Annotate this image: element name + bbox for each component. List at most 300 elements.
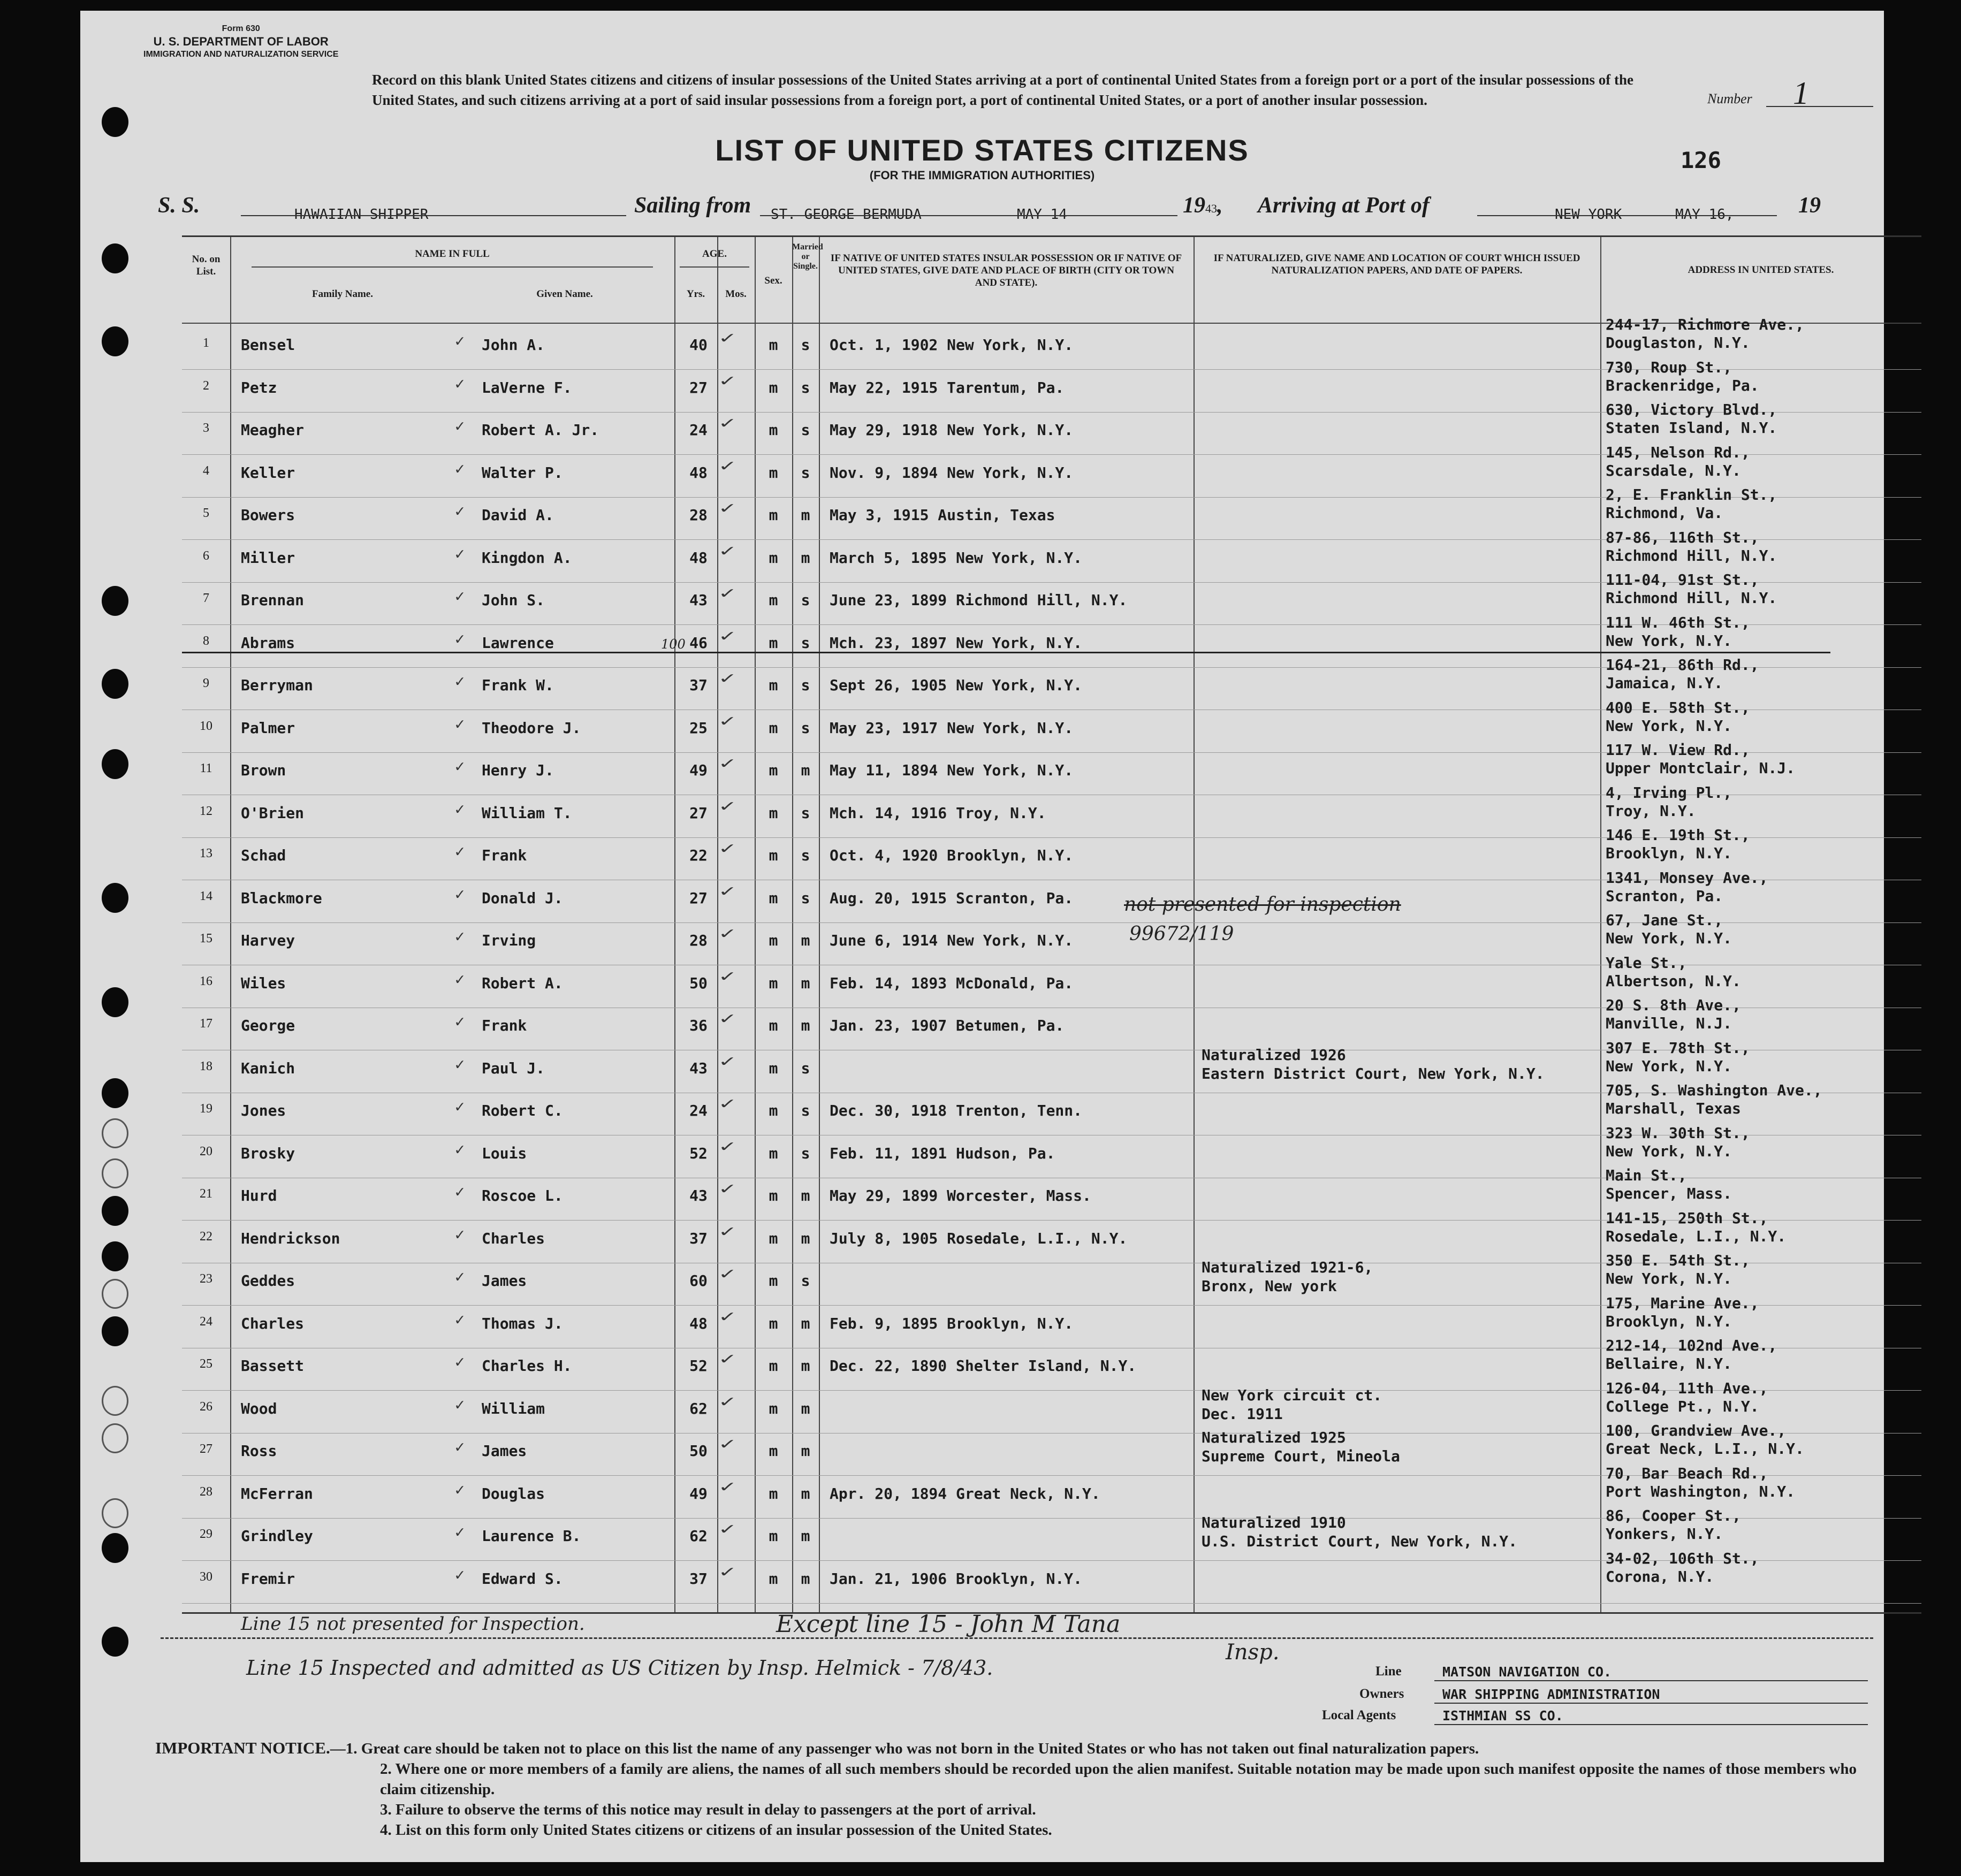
row-age: 60: [689, 1272, 708, 1290]
page-title: LIST OF UNITED STATES CITIZENS: [715, 133, 1249, 167]
row-family: Berryman: [241, 676, 313, 694]
row-sex: m: [769, 378, 778, 396]
check-mark: ✓: [455, 1225, 465, 1244]
agents-value: ISTHMIAN SS CO.: [1442, 1708, 1563, 1724]
row-age: 48: [689, 1314, 708, 1332]
row-no: 24: [200, 1314, 212, 1329]
row-given: Frank W.: [482, 676, 554, 694]
row-no: 17: [200, 1017, 212, 1031]
footer-insp: Insp.: [1226, 1640, 1280, 1665]
col-header-age: AGE.: [702, 248, 727, 260]
check-mark: ✓: [719, 456, 735, 475]
row-ms: m: [801, 1357, 810, 1375]
binder-hole: [102, 1498, 128, 1528]
row-family: Bowers: [241, 506, 295, 524]
row-sex: m: [769, 421, 778, 439]
row-addr1: 141-15, 250th St.,: [1606, 1209, 1768, 1227]
row-age: 52: [689, 1144, 708, 1162]
row-family: Geddes: [241, 1272, 295, 1290]
row-sex: m: [769, 548, 778, 567]
row-addr1: 323 W. 30th St.,: [1606, 1124, 1750, 1142]
row-given: John S.: [482, 591, 545, 609]
row-age: 43: [689, 1187, 708, 1204]
check-mark: ✓: [455, 1055, 465, 1074]
row-ms: m: [801, 548, 810, 567]
row-addr1: 630, Victory Blvd.,: [1606, 401, 1777, 418]
row-birth: May 23, 1917 New York, N.Y.: [830, 719, 1074, 737]
row-age: 50: [689, 1442, 708, 1460]
row-addr1: 307 E. 78th St.,: [1606, 1039, 1750, 1057]
row-given: James: [482, 1272, 527, 1290]
check-mark: ✓: [719, 414, 735, 432]
row-birth: Oct. 1, 1902 New York, N.Y.: [830, 336, 1074, 354]
row-addr1: 4, Irving Pl.,: [1606, 783, 1732, 802]
row-addr1: 20 S. 8th Ave.,: [1606, 996, 1741, 1014]
binder-hole: [102, 1533, 128, 1563]
row-sex: m: [769, 634, 778, 652]
sheet-number: 126: [1681, 147, 1721, 173]
tear-line: [161, 1637, 1873, 1639]
row-family: Fremir: [241, 1569, 295, 1588]
check-mark: ✓: [455, 1268, 465, 1286]
row-birth: March 5, 1895 New York, N.Y.: [830, 548, 1083, 567]
owners-label: Owners: [1359, 1687, 1404, 1701]
row-no: 3: [203, 421, 209, 435]
row-family: Grindley: [241, 1527, 313, 1545]
check-mark: ✓: [455, 502, 465, 521]
row-given: Thomas J.: [482, 1314, 563, 1332]
row-birth: May 3, 1915 Austin, Texas: [830, 506, 1055, 524]
binder-hole: [102, 987, 128, 1017]
row-family: Bensel: [241, 336, 295, 354]
check-mark: ✓: [719, 711, 735, 730]
row-birth: Dec. 30, 1918 Trenton, Tenn.: [830, 1102, 1083, 1119]
binder-hole: [102, 1423, 128, 1453]
row-sex: m: [769, 463, 778, 482]
check-mark: ✓: [455, 417, 465, 436]
row-no: 27: [200, 1442, 212, 1456]
row-age: 37: [689, 1569, 708, 1588]
check-mark: ✓: [719, 499, 735, 517]
col-header-married: Married or Single.: [792, 242, 823, 271]
row-no: 12: [200, 804, 212, 818]
sail-date: MAY 14: [1017, 207, 1067, 223]
binder-hole: [102, 1386, 128, 1416]
row-age: 28: [689, 932, 708, 949]
row-given: Paul J.: [482, 1059, 545, 1077]
notice-item-2: 2. Where one or more members of a family are aliens, the names of all such members should be recorded upon the alien manifest. Suitable notation may be made upon such manifest opposite the names of those members who claim citizenship.: [380, 1760, 1857, 1798]
row-birth: May 29, 1899 Worcester, Mass.: [830, 1187, 1091, 1204]
row-addr1: 730, Roup St.,: [1606, 358, 1732, 376]
check-mark: ✓: [719, 1179, 735, 1198]
row-addr2: College Pt., N.Y.: [1606, 1397, 1759, 1415]
row-family: Jones: [241, 1102, 286, 1119]
col-header-name: NAME IN FULL: [415, 248, 490, 260]
row-sex: m: [769, 1017, 778, 1034]
service-name: IMMIGRATION AND NATURALIZATION SERVICE: [143, 50, 339, 59]
row-family: Bassett: [241, 1357, 305, 1375]
row-sex: m: [769, 1357, 778, 1375]
row-age: 40: [689, 336, 708, 354]
binder-hole: [102, 669, 128, 699]
row-ms: s: [801, 1272, 810, 1290]
row-sex: m: [769, 1527, 778, 1545]
row-sex: m: [769, 1484, 778, 1503]
arrive-year: 19: [1798, 193, 1821, 218]
check-mark: ✓: [455, 587, 465, 606]
check-mark: ✓: [719, 669, 735, 688]
row-family: Miller: [241, 548, 295, 567]
row-no: 25: [200, 1357, 212, 1371]
row-addr2: Richmond Hill, N.Y.: [1606, 546, 1777, 565]
row-addr1: Yale St.,: [1606, 954, 1687, 972]
row-addr2: Great Neck, L.I., N.Y.: [1606, 1440, 1804, 1458]
binder-hole: [102, 1158, 128, 1188]
row-no: 21: [200, 1187, 212, 1201]
row-age: 36: [689, 1017, 708, 1034]
check-mark: ✓: [719, 1520, 735, 1538]
page-subtitle: (FOR THE IMMIGRATION AUTHORITIES): [869, 169, 1095, 182]
col-header-naturalized: IF NATURALIZED, GIVE NAME AND LOCATION OF COURT WHICH ISSUED NATURALIZATION PAPERS, AND DATE OF PAPERS.: [1213, 253, 1580, 276]
row-addr2: Scranton, Pa.: [1606, 887, 1723, 905]
row-age: 37: [689, 1229, 708, 1247]
row-birth: Mch. 14, 1916 Troy, N.Y.: [830, 804, 1046, 822]
row-family: Charles: [241, 1314, 305, 1332]
row-addr2: New York, N.Y.: [1606, 1142, 1732, 1160]
row-family: Hurd: [241, 1187, 277, 1204]
row-addr2: Corona, N.Y.: [1606, 1567, 1714, 1585]
arrive-port: NEW YORK: [1555, 207, 1622, 223]
row-sex: m: [769, 847, 778, 864]
row-ms: s: [801, 1059, 810, 1077]
row-no: 5: [203, 506, 209, 520]
row-given: David A.: [482, 506, 554, 524]
row-ms: s: [801, 591, 810, 609]
row-family: Meagher: [241, 421, 305, 439]
row-addr1: 67, Jane St.,: [1606, 911, 1723, 929]
check-mark: ✓: [455, 374, 465, 393]
row-age: 43: [689, 1059, 708, 1077]
manifest-paper: Form 630 U. S. DEPARTMENT OF LABOR IMMIGRATION AND NATURALIZATION SERVICE Record on this blank United States citizens and citizens of insular possessions of the United States arriving at a port of continental United States from a foreign port or a port of the insular possessions of the United States, and such citizens arriving at a port of said insular possessions from a foreign port, a port of continental United States, or a port of another insular possession. Number 1 LIST OF UNITED STATES CITIZENS (FOR THE IMMIGRATION AUTHORITIES) 126 S. S. HAWAIIAN SHIPPER Sailing from ST. GEORGE BERMUDA MAY 14 1943, Arriving at Port of NEW YORK MAY 16, 19 No. on List. NAME IN FULL Family Name. Given Name. AGE. Yrs. Mos. Sex. Married or Single. IF NATIVE OF UNITED STATES INSULAR POSSESSION OR IF NATIVE OF UNITED STATES, GIVE DATE AND PLACE OF BIRTH (CITY OR TOWN AND STATE). IF NATURALIZED, GIVE NAME AND LOCATION OF COURT WHICH ISSUED NATURALIZATION PAPERS, AND DATE OF PAPERS. ADDRESS IN UNITED STATES. 1 Bensel John A. 40 m s Oct. 1, 1902 New York, N.Y. 244-17, Richmore Ave., Douglaston, N.Y. ✓ ✓ 2 Petz LaVerne F. 27 m s May 22, 1915 Tarentum, Pa. 730, Roup St., Brackenridge, Pa. ✓ ✓ 3 Meagher Robert A. Jr. 24 m s May 29, 1918 New York, N.Y. 630, Victory Blvd., Staten Island, N.Y. ✓ ✓ 4 Keller Walter P. 48 m s Nov. 9, 1894 New York, N.Y. 145, Nelson Rd., Scarsdale, N.Y. ✓ ✓ 5 Bowers David A. 28 m m May 3, 1915 Austin, Texas 2, E. Franklin St., Richmond, Va. ✓ ✓ 6 Miller Kingdon A. 48 m m March 5, 1895 New York, N.Y. 87-86, 116th St., Richmond Hill, N.Y. ✓ ✓ 7 Brennan John S. 43 m s June 23, 1899 Richmond Hill, N.Y. 111-04, 91st St., Richmond Hill, N.Y. ✓ ✓ 8 Abrams Lawrence 46 m s Mch. 23, 1897 New York, N.Y. 111 W. 46th St., New York, N.Y. ✓ ✓ 9 Berryman Frank W. 37 m s Sept 26, 1905 New York, N.Y. 164-21, 86th Rd., Jamaica, N.Y. ✓ ✓ 10 Palmer Theodore J. 25 m s May 23, 1917 New York, N.Y. 400 E. 58th St., New York, N.Y. ✓ ✓ 11 Brown Henry J. 49 m m May 11, 1894 New York, N.Y. 117 W. View Rd., Upper Montclair, N.J. ✓ ✓ 12 O'Brien William T. 27 m s Mch. 14, 1916 Troy, N.Y. 4, Irving Pl., Troy, N.Y. ✓ ✓ 13 Schad Frank 22 m s Oct. 4, 1920 Brooklyn, N.Y. 146 E. 19th St., Brooklyn, N.Y. ✓ ✓ 14 Blackmore Donald J. 27 m s Aug. 20, 1915 Scranton, Pa. 1341, Monsey Ave., Scranton, Pa. ✓ ✓ 15 Harvey Irving 28 m m June 6, 1914 New York, N.Y. 67, Jane St., New York, N.Y. ✓ ✓ 16 Wiles Robert A. 50 m m Feb. 14, 1893 McDonald, Pa. Yale St., Albertson, N.Y. ✓ ✓ 17 George Frank 36 m m Jan. 23, 1907 Betumen, Pa. 20 S. 8th Ave., Manville, N.J. ✓ ✓ 18 Kanich Paul J. 43 m s Naturalized 1926 Eastern District Court, New York, N.Y. 307 E. 78th St., New York, N.Y. ✓ ✓ 19 Jones Robert C. 24 m s Dec. 30, 1918 Trenton, Tenn. 705, S. Washington Ave., Marshall, Texas ✓ ✓ 20 Brosky Louis 52 m s Feb. 11, 1891 Hudson, Pa. 323 W. 30th St., New York, N.Y. ✓ ✓ 21 Hurd Roscoe L. 43 m m May 29, 1899 Worcester, Mass. Main St., Spencer, Mass. ✓ ✓ 22 Hendrickson Charles 37 m m July 8, 1905 Rosedale, L.I., N.Y. 141-15, 250th St., Rosedale, L.I., N.Y. ✓ ✓ 23 Geddes James 60 m s Naturalized 1921-6, Bronx, New york 350 E. 54th St., New York, N.Y. ✓ ✓ 24 Charles Thomas J. 48 m m Feb. 9, 1895 Brooklyn, N.Y. 175, Marine Ave., Brooklyn, N.Y. ✓ ✓ 25 Bassett Charles H. 52 m m Dec. 22, 1890 Shelter Island, N.Y. 212-14, 102nd Ave., Bellaire, N.Y. ✓ ✓ 26 Wood William 62 m m New York circuit ct. Dec. 1911 126-04, 11th Ave., College Pt., N.Y. ✓ ✓ 27 Ross James 50 m m Naturalized 1925 Supreme Court, Mineola 100, Grandview Ave., Great Neck, L.I., N.Y. ✓ ✓ 28 McFerran Douglas 49 m m Apr. 20, 1894 Great Neck, N.Y. 70, Bar Beach Rd., Port Washington, N.Y. ✓ ✓ 29 Grindley Laurence B. 62 m m Naturalized 1910 U.S. District Court, New York, N.Y. 86, Cooper St., Yonkers, N.Y. ✓ ✓ 30 Fremir Edward S. 37 m m Jan. 21, 1906 Brooklyn, N.Y. 34-02, 106th St., Corona, N.Y. ✓ ✓ not presented for inspection 99672/119 100 Line 15 not presented for Inspection. Except line 15 - John M Tana Insp. Line 15 Inspected and admitted as US Citizen by Insp. Helmick - 7/8/43. Line MATSON NAVIGATION CO. Owners WAR SHIPPING ADMINISTRATION Local Agents ISTHMIAN SS CO. IMPORTANT NOTICE.—1. Great care should be taken not to place on this list the name of any passenger who was not born in the United States or who has not taken out final naturalization papers. 2. Where one or more members of a family are aliens, the names of all such members should be recorded upon the alien manifest. Suitable notation may be made upon such manifest opposite the names of those members who claim citizenship. 3. Failure to observe the terms of this notice may result in delay to passengers at the port of arrival. 4. List on this form only United States citizens or citizens of an insular possession of the United States.: [80, 11, 1884, 1862]
row-sex: m: [769, 761, 778, 779]
row-given: Charles H.: [482, 1357, 572, 1375]
col-header-birth: IF NATIVE OF UNITED STATES INSULAR POSSESSION OR IF NATIVE OF UNITED STATES, GIVE DATE AND PLACE OF BIRTH (CITY OR TOWN AND STATE).: [830, 253, 1182, 288]
row-addr2: Jamaica, N.Y.: [1606, 674, 1723, 692]
row-age: 24: [689, 1102, 708, 1119]
row-addr2: New York, N.Y.: [1606, 1270, 1732, 1287]
row-addr2: New York, N.Y.: [1606, 716, 1732, 735]
sailing-underline: [760, 215, 1177, 216]
row-birth: Jan. 21, 1906 Brooklyn, N.Y.: [830, 1569, 1083, 1588]
row-addr1: 350 E. 54th St.,: [1606, 1252, 1750, 1269]
check-mark: ✓: [719, 626, 735, 645]
row-ms: m: [801, 1527, 810, 1545]
check-mark: ✓: [455, 629, 465, 649]
row-no: 11: [200, 761, 212, 775]
row-addr2: Brooklyn, N.Y.: [1606, 1312, 1732, 1330]
row-birth: Sept 26, 1905 New York, N.Y.: [830, 676, 1083, 694]
year-suffix: 43: [1205, 202, 1217, 215]
row-age: 52: [689, 1357, 708, 1375]
row-birth: Mch. 23, 1897 New York, N.Y.: [830, 634, 1083, 652]
row-nat2: U.S. District Court, New York, N.Y.: [1202, 1532, 1518, 1550]
ship-underline: [241, 215, 626, 216]
row-birth: May 11, 1894 New York, N.Y.: [830, 761, 1074, 779]
row-given: Robert A. Jr.: [482, 421, 599, 439]
row-age: 37: [689, 676, 708, 694]
row-no: 13: [200, 847, 212, 860]
row-nat1: Naturalized 1925: [1202, 1429, 1346, 1446]
check-mark: ✓: [455, 842, 465, 861]
row-birth: May 22, 1915 Tarentum, Pa.: [830, 378, 1065, 396]
line-label: Line: [1375, 1664, 1402, 1679]
row-birth: June 23, 1899 Richmond Hill, N.Y.: [830, 591, 1128, 609]
row-given: Theodore J.: [482, 719, 581, 737]
row-family: Brosky: [241, 1144, 295, 1162]
row-ms: s: [801, 1102, 810, 1119]
row-sex: m: [769, 1102, 778, 1119]
row-birth: Nov. 9, 1894 New York, N.Y.: [830, 463, 1074, 482]
check-mark: ✓: [719, 754, 735, 773]
row-rule: [182, 1603, 1921, 1604]
row-family: Wiles: [241, 974, 286, 992]
row-ms: s: [801, 1144, 810, 1162]
row-no: 7: [203, 591, 209, 605]
row-sex: m: [769, 1399, 778, 1417]
check-mark: ✓: [719, 1009, 735, 1028]
row-age: 27: [689, 378, 708, 396]
row-addr1: 86, Cooper St.,: [1606, 1507, 1741, 1524]
check-mark: ✓: [719, 1137, 735, 1156]
check-mark: ✓: [719, 1477, 735, 1496]
row-given: William: [482, 1399, 545, 1417]
row-given: James: [482, 1442, 527, 1460]
check-mark: ✓: [719, 881, 735, 901]
row-no: 6: [203, 548, 209, 563]
binder-hole: [102, 107, 128, 137]
col-header-address: ADDRESS IN UNITED STATES.: [1688, 264, 1834, 276]
row-family: Abrams: [241, 634, 295, 652]
binder-hole: [102, 243, 128, 273]
row-age: 22: [689, 847, 708, 864]
row-no: 19: [200, 1102, 212, 1116]
row-birth: Apr. 20, 1894 Great Neck, N.Y.: [830, 1484, 1100, 1503]
row-ms: m: [801, 932, 810, 949]
row-birth: Feb. 14, 1893 McDonald, Pa.: [830, 974, 1074, 992]
binder-hole: [102, 1196, 128, 1226]
notice-item-3: 3. Failure to observe the terms of this notice may result in delay to passengers at the port of arrival.: [380, 1801, 1036, 1818]
row-addr1: 126-04, 11th Ave.,: [1606, 1379, 1768, 1397]
row-sex: m: [769, 1272, 778, 1290]
check-mark: ✓: [719, 371, 735, 390]
col-header-no: No. on List.: [192, 254, 221, 277]
row-addr2: Spencer, Mass.: [1606, 1185, 1732, 1202]
row-no: 26: [200, 1399, 212, 1414]
check-mark: ✓: [455, 970, 465, 989]
check-mark: ✓: [455, 714, 465, 734]
row-addr1: 145, Nelson Rd.,: [1606, 443, 1750, 461]
check-mark: ✓: [455, 1183, 465, 1201]
footer-admission-note: Line 15 Inspected and admitted as US Citizen by Insp. Helmick - 7/8/43.: [246, 1656, 993, 1680]
row-no: 1: [203, 336, 209, 350]
passenger-table: [182, 235, 1921, 1614]
notice-item-4: 4. List on this form only United States citizens or citizens of an insular possession of the United States.: [380, 1821, 1052, 1839]
row-birth: June 6, 1914 New York, N.Y.: [830, 932, 1074, 949]
col-header-mos: Mos.: [725, 288, 747, 300]
row-addr1: Main St.,: [1606, 1166, 1687, 1184]
binder-hole: [102, 1241, 128, 1271]
row-addr2: Upper Montclair, N.J.: [1606, 759, 1796, 777]
check-mark: ✓: [719, 796, 735, 815]
row-addr2: Douglaston, N.Y.: [1606, 334, 1750, 352]
check-mark: ✓: [455, 927, 465, 946]
row-sex: m: [769, 1442, 778, 1460]
row-addr2: Rosedale, L.I., N.Y.: [1606, 1227, 1787, 1245]
check-mark: ✓: [455, 799, 465, 819]
row-family: Blackmore: [241, 889, 322, 907]
check-mark: ✓: [455, 1523, 465, 1542]
col-header-given: Given Name.: [536, 288, 593, 300]
row-age: 48: [689, 548, 708, 567]
check-mark: ✓: [455, 1565, 465, 1584]
row-no: 10: [200, 719, 212, 733]
row-addr1: 400 E. 58th St.,: [1606, 698, 1750, 716]
row-ms: s: [801, 719, 810, 737]
row-ms: m: [801, 1442, 810, 1460]
check-mark: ✓: [719, 1307, 735, 1326]
row-ms: m: [801, 506, 810, 524]
row-birth: Dec. 22, 1890 Shelter Island, N.Y.: [830, 1357, 1137, 1375]
check-mark: ✓: [719, 966, 735, 986]
row-sex: m: [769, 1059, 778, 1077]
line-value: MATSON NAVIGATION CO.: [1442, 1664, 1612, 1680]
number-value: 1: [1793, 75, 1809, 111]
row-age: 49: [689, 761, 708, 779]
binder-hole: [102, 1316, 128, 1346]
row-sex: m: [769, 506, 778, 524]
row-sex: m: [769, 1144, 778, 1162]
row-no: 8: [203, 634, 209, 648]
arrive-date: MAY 16,: [1675, 207, 1734, 223]
row-addr2: Troy, N.Y.: [1606, 802, 1696, 820]
check-mark: ✓: [455, 1438, 465, 1456]
row-birth: Jan. 23, 1907 Betumen, Pa.: [830, 1017, 1065, 1034]
row-addr2: Port Washington, N.Y.: [1606, 1482, 1796, 1500]
row-family: Petz: [241, 378, 277, 396]
row-sex: m: [769, 974, 778, 992]
row-family: Wood: [241, 1399, 277, 1417]
row-nat1: New York circuit ct.: [1202, 1386, 1382, 1404]
binder-hole: [102, 326, 128, 356]
row-given: John A.: [482, 336, 545, 354]
check-mark: ✓: [455, 757, 465, 776]
row-sex: m: [769, 591, 778, 609]
check-mark: ✓: [719, 1392, 735, 1411]
sailing-label: Sailing from: [634, 193, 751, 218]
ship-name: HAWAIIAN SHIPPER: [294, 207, 429, 223]
row-age: 43: [689, 591, 708, 609]
row-family: Schad: [241, 847, 286, 864]
row-no: 23: [200, 1272, 212, 1286]
check-mark: ✓: [719, 839, 735, 858]
row-addr1: 100, Grandview Ave.,: [1606, 1422, 1787, 1439]
row-given: Frank: [482, 847, 527, 864]
arriving-underline: [1477, 215, 1777, 216]
row-no: 2: [203, 378, 209, 393]
row-family: Palmer: [241, 719, 295, 737]
row-age: 27: [689, 889, 708, 907]
row-birth: Feb. 11, 1891 Hudson, Pa.: [830, 1144, 1055, 1162]
year-prefix: 19: [1183, 193, 1205, 218]
row-age: 48: [689, 463, 708, 482]
row-sex: m: [769, 1229, 778, 1247]
row-addr2: Brooklyn, N.Y.: [1606, 844, 1732, 862]
department-name: U. S. DEPARTMENT OF LABOR: [153, 35, 329, 48]
check-mark: ✓: [719, 541, 735, 560]
row-addr1: 111 W. 46th St.,: [1606, 613, 1750, 631]
row-addr1: 244-17, Richmore Ave.,: [1606, 316, 1804, 333]
row-nat1: Naturalized 1921-6,: [1202, 1259, 1373, 1276]
row-no: 20: [200, 1144, 212, 1158]
row-given: Robert C.: [482, 1102, 563, 1119]
row-sex: m: [769, 1569, 778, 1588]
row-addr1: 146 E. 19th St.,: [1606, 826, 1750, 844]
row-age: 46: [689, 634, 708, 652]
row-given: Lawrence: [482, 634, 554, 652]
col-header-yrs: Yrs.: [686, 288, 705, 300]
row-addr1: 34-02, 106th St.,: [1606, 1549, 1759, 1567]
binder-hole: [102, 749, 128, 779]
row-no: 16: [200, 974, 212, 988]
row-family: Harvey: [241, 932, 295, 949]
row-given: Donald J.: [482, 889, 563, 907]
row-no: 18: [200, 1059, 212, 1073]
row-addr1: 212-14, 102nd Ave.,: [1606, 1337, 1777, 1354]
row-birth: Oct. 4, 1920 Brooklyn, N.Y.: [830, 847, 1074, 864]
row-given: Laurence B.: [482, 1527, 581, 1545]
owners-value: WAR SHIPPING ADMINISTRATION: [1442, 1687, 1660, 1702]
check-mark: ✓: [455, 1353, 465, 1371]
check-mark: ✓: [455, 544, 465, 563]
row-sex: m: [769, 804, 778, 822]
check-mark: ✓: [455, 332, 465, 350]
row-family: Keller: [241, 463, 295, 482]
notice-item-1: 1. Great care should be taken not to place on this list the name of any passenger who was not born in the United States or who has not taken out final naturalization papers.: [345, 1740, 1479, 1757]
row-birth: July 8, 1905 Rosedale, L.I., N.Y.: [830, 1229, 1128, 1247]
check-mark: ✓: [719, 1094, 735, 1113]
footer-handwritten-note: Line 15 not presented for Inspection.: [241, 1613, 585, 1635]
row-addr1: 705, S. Washington Ave.,: [1606, 1081, 1822, 1099]
row-addr2: Brackenridge, Pa.: [1606, 376, 1759, 394]
row-given: Irving: [482, 932, 536, 949]
ss-label: S. S.: [158, 193, 200, 218]
row-addr1: 175, Marine Ave.,: [1606, 1294, 1759, 1312]
row-ms: m: [801, 1399, 810, 1417]
row-ms: m: [801, 974, 810, 992]
row-ms: s: [801, 634, 810, 652]
row-sex: m: [769, 1314, 778, 1332]
form-number: Form 630: [222, 24, 260, 33]
notice-lead: IMPORTANT NOTICE.: [155, 1738, 330, 1757]
row-given: LaVerne F.: [482, 378, 572, 396]
row-given: Frank: [482, 1017, 527, 1034]
row-given: Roscoe L.: [482, 1187, 563, 1204]
row-family: Ross: [241, 1442, 277, 1460]
row-nat1: Naturalized 1926: [1202, 1046, 1346, 1064]
row-sex: m: [769, 719, 778, 737]
check-mark: ✓: [455, 884, 465, 904]
row-birth: Feb. 9, 1895 Brooklyn, N.Y.: [830, 1314, 1074, 1332]
